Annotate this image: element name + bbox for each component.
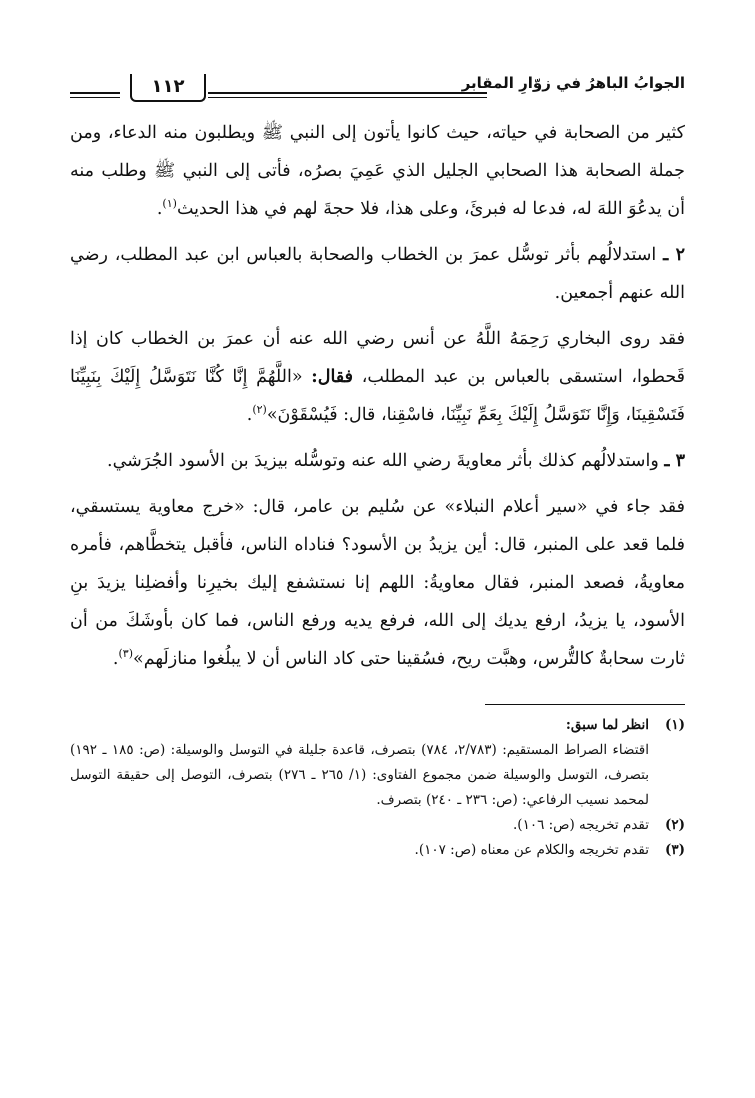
footnote-ref-3[interactable]: (٣) — [118, 647, 133, 661]
running-header — [70, 70, 685, 114]
paragraph-3-qal: فقال: — [311, 367, 354, 387]
footnote-1 — [70, 713, 685, 813]
header-rule — [208, 92, 487, 98]
footnote-heading: انظر لما سبق: — [565, 717, 649, 733]
paragraph-4-text: واستدلالُهم كذلك بأثر معاويةَ رضي الله عنه وتوسُّله بيزيدَ بن الأسود الجُرَشي. — [107, 451, 659, 471]
footnote-number: (٣) — [664, 842, 685, 858]
paragraph-3 — [70, 320, 685, 434]
paragraph-2-text: استدلالُهم بأثر توسُّل عمرَ بن الخطاب والصحابة بالعباس ابن عبد المطلب، رضي الله عنهم أجمعين. — [70, 245, 685, 303]
footnote-3 — [70, 838, 685, 863]
paragraph-3-quote: «اللَّهُمَّ إِنَّا كُنَّا نَتَوَسَّلُ إِلَيْكَ بِنَبِيِّنَا فَتَسْقِينَا، وَإِنَّا نَتَوَسَّلُ إِلَيْكَ بِعَمِّ نَبِيِّنَا، فاسْقِنا، قال: فَيُسْقَوْنَ» — [70, 367, 685, 425]
paragraph-1 — [70, 114, 685, 228]
footnote-ref-2[interactable]: (٢) — [252, 403, 267, 417]
paragraph-3-end: . — [246, 405, 253, 425]
book-page — [70, 70, 685, 863]
book-title: الجوابُ الباهرُ في زوّارِ المقابرِ — [461, 74, 685, 92]
paragraph-5 — [70, 488, 685, 678]
paragraph-1-end: . — [156, 199, 163, 219]
paragraph-4 — [70, 442, 685, 480]
footnote-ref-1[interactable]: (١) — [162, 197, 177, 211]
footnote-text: تقدم تخريجه (ص: ١٠٦). — [513, 817, 649, 833]
footnote-separator — [485, 704, 685, 705]
footnotes — [70, 713, 685, 863]
footnote-number: (١) — [664, 717, 685, 733]
item-number-3: ٣ ـ — [664, 451, 685, 471]
footnote-number: (٢) — [664, 817, 685, 833]
footnote-2 — [70, 813, 685, 838]
header-rule-short — [70, 92, 120, 98]
paragraph-5-text: فقد جاء في «سير أعلام النبلاء» عن سُليم بن عامر، قال: «خرج معاوية يستسقي، فلما قعد على المنبر، قال: أين يزيدُ بن الأسود؟ فناداه الناس، فأقبل يتخطَّاهم، فأمره معاويةُ، فصعد المنبر، فقال معاويةُ: اللهم إنا نستشفع إليك بخيرِنا وأفضلِنا يزيدَ بنِ الأسود، يا يزيدُ، ارفع يديك إلى الله، فرفع يديه ورفع الناس، فما كان بأوشَكَ من أن ثارت سحابةٌ كالتُّرس، وهبَّت ريح، فسُقينا حتى كاد الناس أن لا يبلُغوا منازلَهم» — [70, 497, 685, 669]
page-number: ١١٢ — [130, 74, 206, 102]
paragraph-3-text-a: فقد روى البخاري رَحِمَهُ اللَّهُ عن أنس رضي الله عنه أن عمرَ بن الخطاب كان إذا قَحطوا، استسقى بالعباس بن عبد المطلب، — [70, 329, 685, 387]
paragraph-1-text: كثير من الصحابة في حياته، حيث كانوا يأتون إلى النبي ﷺ ويطلبون منه الدعاء، ومن جملة الصحابة هذا الصحابي الجليل الذي عَمِيَ بصرُه، فأتى إلى النبي ﷺ وطلب منه أن يدعُوَ اللهَ له، فدعا له فبرئَ، وعلى هذا، فلا حجةَ لهم في هذا الحديث — [70, 123, 685, 219]
footnote-text: اقتضاء الصراط المستقيم: (٢/٧٨٣، ٧٨٤) بتصرف، قاعدة جليلة في التوسل والوسيلة: (ص: ١٨٥ ـ ١٩٢) بتصرف، التوسل والوسيلة ضمن مجموع الفتاوى: (١/ ٢٦٥ ـ ٢٧٦) بتصرف، التوصل إلى حقيقة التوسل لمحمد نسيب الرفاعي: (ص: ٢٣٦ ـ ٢٤٠) بتصرف. — [70, 742, 650, 808]
item-number-2: ٢ ـ — [663, 245, 685, 265]
footnote-text: تقدم تخريجه والكلام عن معناه (ص: ١٠٧). — [414, 842, 649, 858]
paragraph-5-end: . — [112, 649, 119, 669]
paragraph-2 — [70, 236, 685, 312]
